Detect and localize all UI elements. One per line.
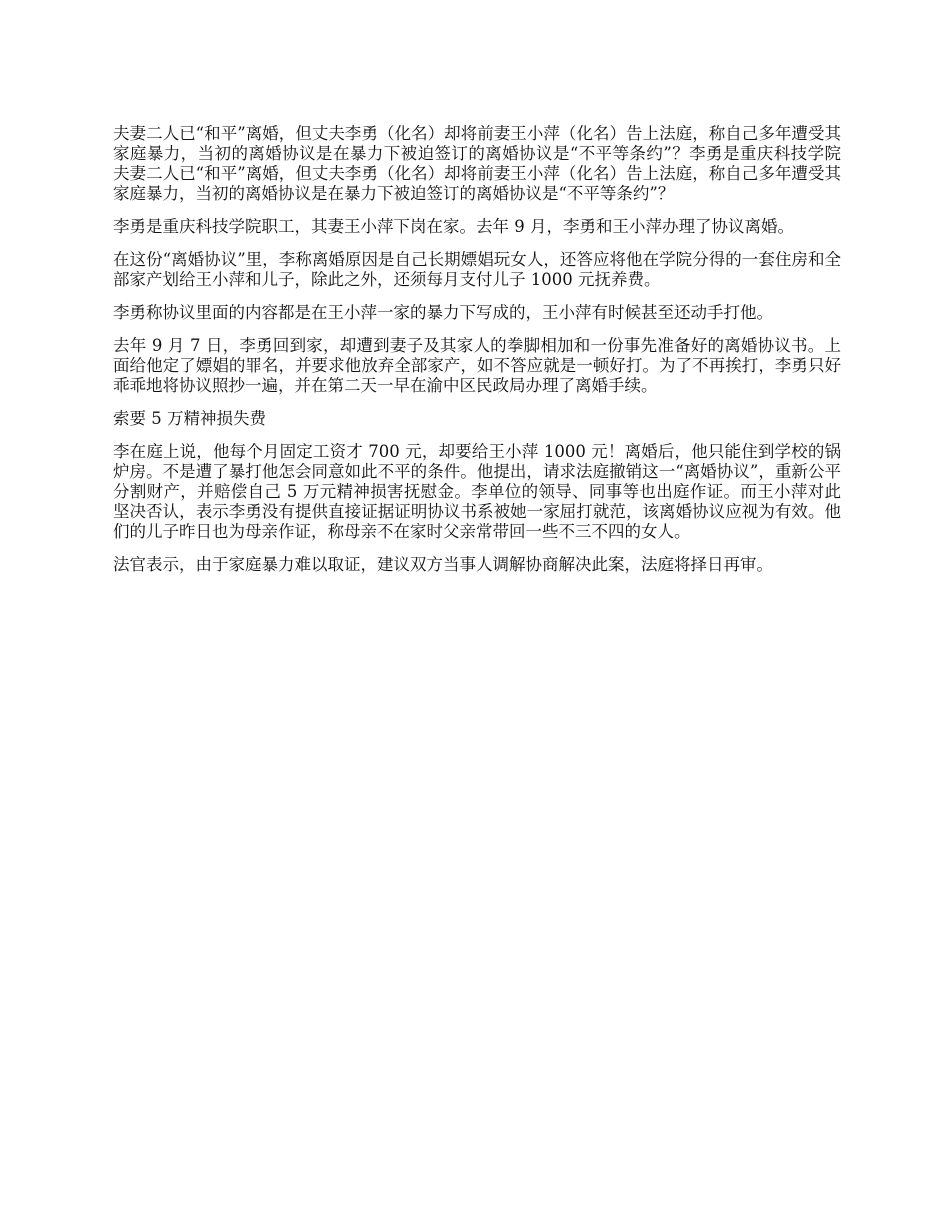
paragraph-intro: 夫妻二人已“和平”离婚，但丈夫李勇（化名）却将前妻王小萍（化名）告上法庭，称自己多年遭受其家庭暴力，当初的离婚协议是在暴力下被迫签订的离婚协议是“不平等条约”？李勇是重庆科技学院 夫妻二人已“和平”离婚，但丈夫李勇（化名）却将前妻王小萍（化名）告上法庭，称自己多年遭受其家庭暴力，当初的离婚协议是在暴力下被迫签订的离婚协议是“不平等条约”？: [113, 124, 841, 203]
paragraph-claim: 李勇称协议里面的内容都是在王小萍一家的暴力下写成的，王小萍有时候甚至还动手打他。: [113, 303, 773, 322]
paragraph-agreement: 在这份“离婚协议”里，李称离婚原因是自己长期嫖娼玩女人，还答应将他在学院分得的一套住房和全部家产划给王小萍和儿子，除此之外，还须每月支付儿子 1000 元抚养费。: [113, 250, 841, 289]
paragraph-background: 李勇是重庆科技学院职工，其妻王小萍下岗在家。去年 9 月，李勇和王小萍办理了协议离婚。: [113, 217, 794, 236]
document-body: [113, 124, 841, 588]
paragraph-court: 李在庭上说，他每个月固定工资才 700 元，却要给王小萍 1000 元！离婚后，他只能住到学校的锅炉房。不是遭了暴打他怎会同意如此不平的条件。他提出，请求法庭撤销这一“离婚协议”，重新公平分割财产，并赔偿自己 5 万元精神损害抚慰金。李单位的领导、同事等也出庭作证。而王小萍对此坚决否认，表示李勇没有提供直接证据证明协议书系被她一家屈打就范，该离婚协议应视为有效。他们的儿子昨日也为母亲作证，称母亲不在家时父亲常带回一些不三不四的女人。: [113, 442, 841, 541]
paragraph-incident: 去年 9 月 7 日，李勇回到家，却遭到妻子及其家人的拳脚相加和一份事先准备好的离婚协议书。上面给他定了嫖娼的罪名，并要求他放弃全部家产，如不答应就是一顿好打。为了不再挨打，李勇只好乖乖地将协议照抄一遍，并在第二天一早在渝中区民政局办理了离婚手续。: [113, 336, 841, 395]
section-heading: 索要 5 万精神损失费: [113, 409, 266, 428]
paragraph-conclusion: 法官表示，由于家庭暴力难以取证，建议双方当事人调解协商解决此案，法庭将择日再审。: [113, 555, 773, 574]
